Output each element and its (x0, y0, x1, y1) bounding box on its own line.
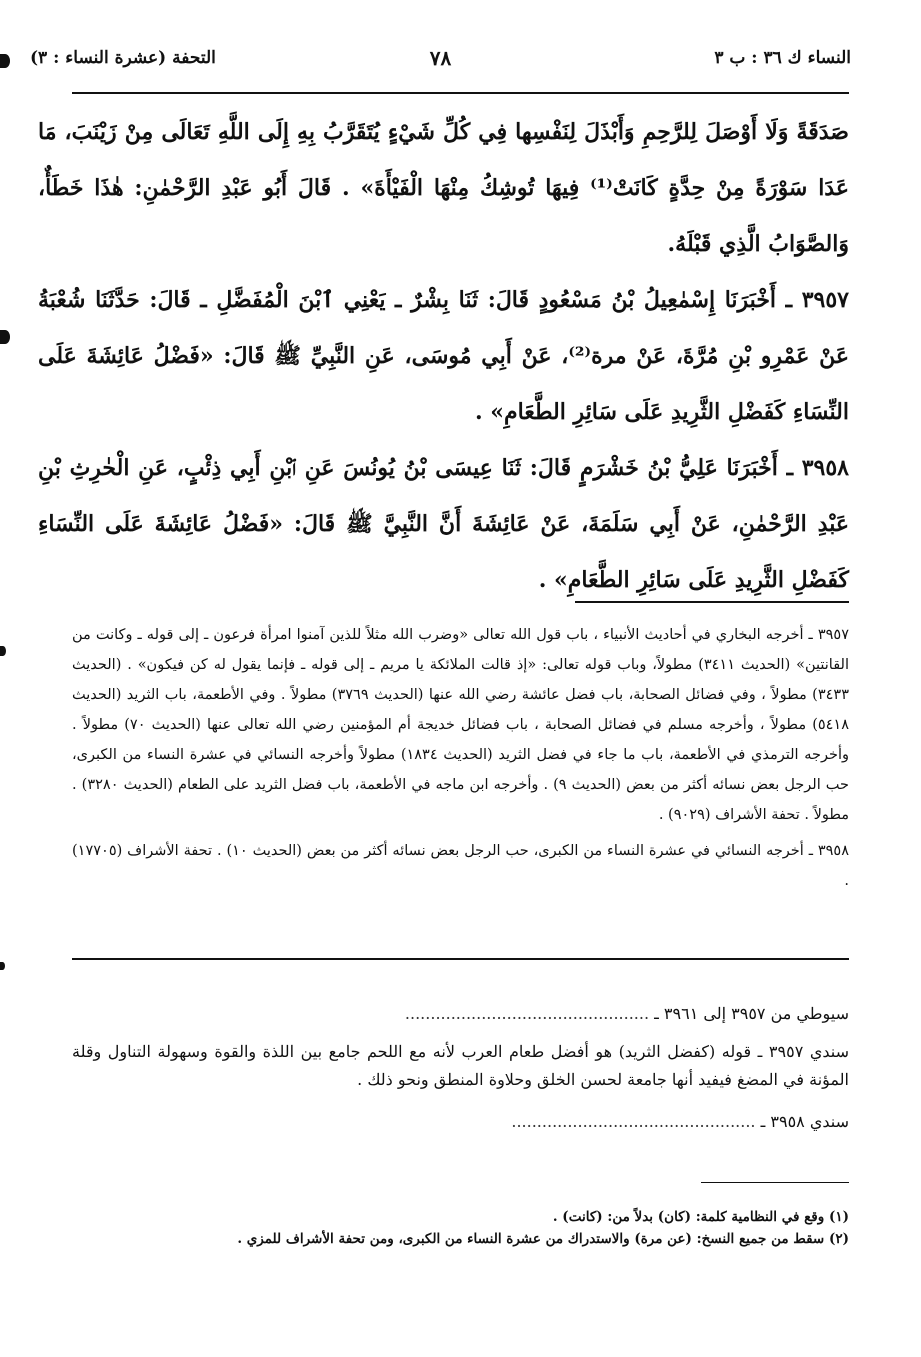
hadith-body: أَخْبَرَنَا إِسْمٰعِيلُ بْنُ مَسْعُودٍ قَالَ: ثَنَا بِشْرٌ ـ يَعْنِي ٱبْنَ الْمُفَضَّلِ ـ قَالَ: حَدَّثَنَا شُعْبَةُ عَنْ عَمْرِو بْنِ مُرَّةَ، عَنْ مرة⁽²⁾، عَنْ أَبِي مُوسَى، عَنِ النَّبِيِّ ﷺ قَالَ: «فَضْلُ عَائِشَةَ عَلَى النِّسَاءِ كَفَضْلِ الثَّرِيدِ عَلَى سَائِرِ الطَّعَامِ» . (38, 287, 850, 425)
commentary (72, 1000, 849, 1136)
header-rule (72, 92, 849, 94)
scan-edge-mark (0, 646, 6, 656)
sindi-3957: سندي ٣٩٥٧ ـ قوله (كفضل الثريد) هو أفضل طعام العرب لأنه مع اللحم جامع بين اللذة والقوة وسهولة التناول وقلة المؤنة في المضغ فيفيد أنها جامعة لحسن الخلق وحلاوة المنطق ونحو ذلك . (72, 1042, 849, 1089)
footnote-1: (١) وقع في النظامية كلمة: (كان) بدلاً من: (كانت) . (552, 1209, 849, 1225)
hadith-number: ٣٩٥٧ ـ (785, 287, 849, 313)
notes-separator (575, 601, 849, 603)
takhrij-3957: ٣٩٥٧ ـ أخرجه البخاري في أحاديث الأنبياء ، باب قول الله تعالى «وضرب الله مثلاً للذين آمنوا امرأة فرعون ـ إلى قوله ـ وكانت من القانتين» (الحديث ٣٤١١) مطولاً، وباب قوله تعالى: «إذ قالت الملائكة يا مريم ـ إلى قوله ـ فإنما يقول له كن فيكون» . (الحديث ٣٤٣٣) مطولاً ، وفي فضائل الصحابة، باب فضل عائشة رضي الله عنها (الحديث ٣٧٦٩) مطولاً . وفي الأطعمة، باب الثريد (الحديث ٥٤١٨) مطولاً ، وأخرجه مسلم في فضائل الصحابة ، باب فضائل خديجة أم المؤمنين رضي الله تعالى عنها (الحديث ٧٠) مطولاً . وأخرجه الترمذي في الأطعمة، باب ما جاء في فضل الثريد (الحديث ١٨٣٤) مطولاً وأخرجه النسائي في عشرة النساء من الكبرى، حب الرجل بعض نسائه أكثر من بعض (الحديث ٩) . وأخرجه ابن ماجه في الأطعمة، باب فضل الثريد على الطعام (الحديث ٣٢٨٠) . مطولاً . تحفة الأشراف (٩٠٢٩) . (72, 627, 850, 823)
hadith-3958 (38, 440, 849, 608)
header-chapter-ref: النساء ك ٣٦ : ب ٣ (714, 48, 851, 68)
suyuti-line (72, 1000, 849, 1028)
hadith-text (38, 104, 849, 608)
hadith-3957 (38, 272, 849, 440)
page-header (30, 42, 851, 82)
takhrij-3958: ٣٩٥٨ ـ أخرجه النسائي في عشرة النساء من الكبرى، حب الرجل بعض نسائه أكثر من بعض (الحديث ١٠) . تحفة الأشراف (١٧٧٠٥) . (72, 843, 849, 889)
hadith-continuation: صَدَقَةً وَلَا أَوْصَلَ لِلرَّحِمِ وَأَبْذَلَ لِنَفْسِها فِي كُلِّ شَيْءٍ يُتَقَرَّبُ بِهِ إِلَى اللَّهِ تَعَالَى مِنْ زَيْنَبَ، مَا عَدَا سَوْرَةً مِنْ حِدَّةٍ كَانَتْ⁽¹⁾ فِيهَا تُوشِكُ مِنْهَا الْفَيْأَةَ» . قَالَ أَبُو عَبْدِ الرَّحْمٰنِ: هٰذَا خَطَأٌ، وَالصَّوَابُ الَّذِي قَبْلَهُ. (38, 119, 849, 257)
page-number: ٧٨ (429, 46, 452, 70)
scan-edge-mark (0, 962, 5, 970)
footnote-separator (701, 1182, 849, 1183)
header-book-ref: التحفة (عشرة النساء : ٣) (30, 48, 216, 68)
footnote-2: (٢) سقط من جميع النسخ: (عن مرة) والاستدراك من عشرة النساء من الكبرى، ومن تحفة الأشراف للمزي . (237, 1231, 849, 1247)
leader-dots: ................................................ (511, 1112, 756, 1131)
takhrij-notes (72, 620, 849, 902)
commentary-rule (72, 958, 849, 960)
scan-edge-mark (0, 54, 10, 68)
scan-edge-mark (0, 330, 10, 344)
leader-dots: ................................................ (404, 1004, 650, 1023)
suyuti-label: سيوطي من ٣٩٥٧ إلى ٣٩٦١ ـ (654, 1004, 849, 1023)
hadith-body: أَخْبَرَنَا عَلِيُّ بْنُ خَشْرَمٍ قَالَ: ثَنَا عِيسَى بْنُ يُونُسَ عَنِ ٱبْنِ أَبِي ذِئْبٍ، عَنِ الْحٰرِثِ بْنِ عَبْدِ الرَّحْمٰنِ، عَنْ أَبِي سَلَمَةَ، عَنْ عَائِشَةَ أَنَّ النَّبِيَّ ﷺ قَالَ: «فَضْلُ عَائِشَةَ عَلَى النِّسَاءِ كَفَضْلِ الثَّرِيدِ عَلَى سَائِرِ الطَّعَامِ» . (38, 455, 849, 593)
hadith-number: ٣٩٥٨ ـ (786, 455, 849, 481)
footnotes (72, 1206, 849, 1250)
sindi-3958-line (72, 1108, 849, 1136)
sindi-label: سندي ٣٩٥٨ ـ (760, 1112, 849, 1131)
